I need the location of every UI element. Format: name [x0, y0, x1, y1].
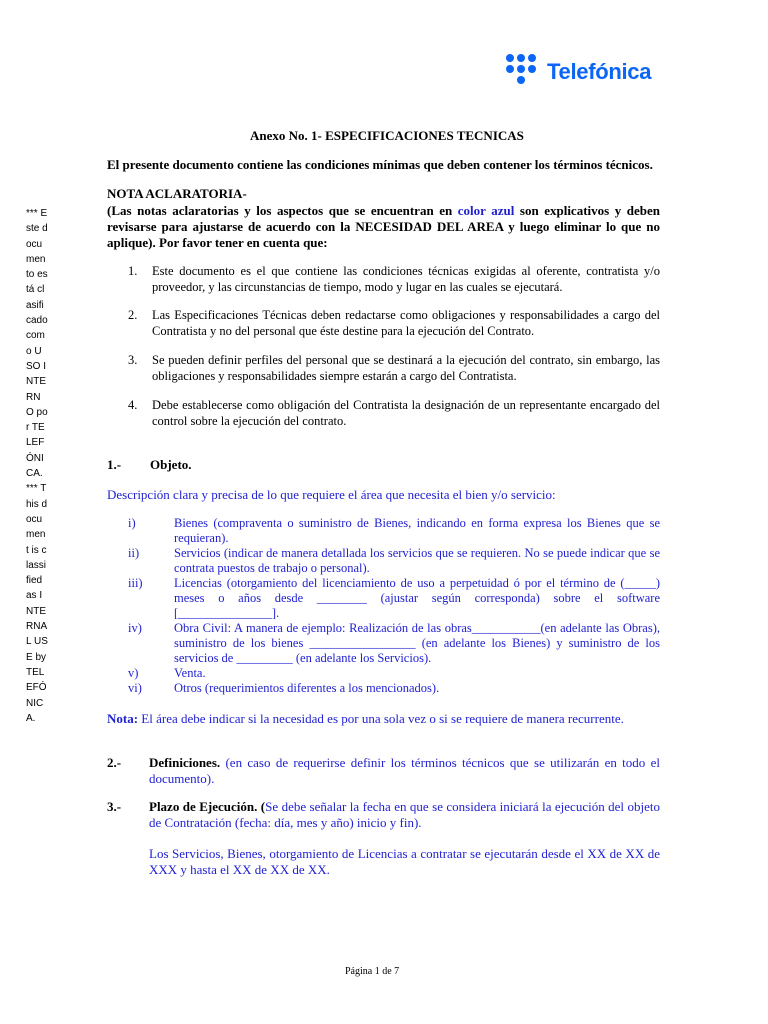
item-text: Licencias (otorgamiento del licenciamiento de uso a perpetuidad ó por el término de (_____) meses o años desde ________ (ajustar según corresponda) sobre el software [_______________].	[174, 576, 660, 620]
section-3-text	[149, 799, 660, 831]
nota-blue-text: color azul	[457, 203, 515, 218]
telefonica-dots-icon	[505, 53, 543, 91]
nota-paragraph	[107, 203, 660, 251]
classification-sidebar: *** Este documento está clasificado como USO INTERNO por TELEFÓNICA. *** This document is classified as INTERNAL USE by TELEFÓNICA.	[26, 208, 48, 724]
list-item	[128, 352, 660, 384]
roman-number: vi)	[128, 681, 142, 695]
list-number: 3.	[128, 353, 138, 367]
section-title: Objeto.	[150, 457, 192, 472]
list-item	[128, 621, 660, 666]
item-text: Venta.	[174, 666, 206, 680]
item-text: Servicios (indicar de manera detallada los servicios que se requieren. No se puede indicar que se contrata puestos de trabajo o personal).	[174, 546, 660, 575]
intro-text: El presente documento contiene las condiciones mínimas que deben contener los términos técnicos.	[107, 157, 653, 172]
nota-text-after: son explicativos y deben revisarse para ajustarse de acuerdo con la NECESIDAD DEL AREA y luego eliminar lo que no aplique). Por favor tener en cuenta que:	[107, 203, 661, 250]
section-2	[107, 755, 660, 787]
section-3-body: Se debe señalar la fecha en que se considera iniciará la ejecución del objeto de Contratación (fecha: día, mes y año) inicio y fin).	[149, 799, 660, 830]
section-1-note	[107, 711, 667, 727]
list-item	[128, 666, 660, 681]
nota-heading: NOTA ACLARATORIA-	[107, 186, 247, 201]
item-text: Bienes (compraventa o suministro de Bienes, indicando en forma expresa los Bienes que se requieran).	[174, 516, 660, 545]
section-2-text	[149, 755, 660, 787]
list-item	[128, 546, 660, 576]
list-item	[128, 397, 660, 429]
roman-number: v)	[128, 666, 139, 680]
logo-wordmark: Telefónica	[547, 59, 652, 84]
list-text: Debe establecerse como obligación del Contratista la designación de un representante encargado del control sobre la ejecución del contrato.	[152, 398, 660, 428]
section-1-description: Descripción clara y precisa de lo que requiere el área que necesita el bien y/o servicio:	[107, 487, 556, 502]
item-text: Otros (requerimientos diferentes a los mencionados).	[174, 681, 440, 695]
list-item	[128, 576, 660, 621]
section-3	[107, 799, 660, 831]
roman-number: i)	[128, 516, 136, 530]
list-text: Se pueden definir perfiles del personal que se destinará a la ejecución del contrato, sin embargo, las obligaciones y responsabilidades siempre estarán a cargo del Contratista.	[152, 353, 660, 383]
section-title: Plazo de Ejecución.	[149, 799, 258, 814]
roman-number: ii)	[128, 546, 140, 560]
item-text: Obra Civil: A manera de ejemplo: Realización de las obras___________(en adelante las Obras), suministro de los bienes _________________ (en adelante los Bienes) y suministro de los servicios de _________ (en adelante los Servicios).	[174, 621, 660, 665]
telefonica-logo	[505, 53, 665, 93]
section-number: 2.-	[107, 755, 122, 770]
page-footer: Página 1 de 7	[345, 966, 400, 977]
note-text: El área debe indicar si la necesidad es por una sola vez o si se requiere de manera recurrente.	[138, 711, 624, 726]
list-item	[128, 681, 660, 696]
section-number: 1.-	[107, 457, 122, 472]
nota-text: (Las notas aclaratorias y los aspectos que se encuentran en	[107, 203, 458, 218]
section-title: Definiciones.	[149, 755, 221, 770]
list-text: Este documento es el que contiene las condiciones técnicas exigidas al oferente, contratista y/o proveedor, y las circunstancias de tiempo, modo y lugar en las cuales se ejecutará.	[152, 264, 660, 294]
document-title: Anexo No. 1- ESPECIFICACIONES TECNICAS	[250, 128, 524, 143]
roman-number: iii)	[128, 576, 143, 590]
list-number: 1.	[128, 264, 138, 278]
list-number: 4.	[128, 398, 138, 412]
section-3-paren: (	[257, 799, 266, 814]
section-3-paragraph: Los Servicios, Bienes, otorgamiento de Licencias a contratar se ejecutarán desde el XX de XX de XXX y hasta el XX de XX de XX.	[149, 846, 660, 877]
section-number: 3.-	[107, 799, 122, 814]
roman-number: iv)	[128, 621, 142, 635]
list-item	[128, 516, 660, 546]
list-item	[128, 263, 660, 295]
section-2-body: (en caso de requerirse definir los términos técnicos que se utilizarán en todo el documento).	[149, 755, 660, 786]
list-number: 2.	[128, 308, 138, 322]
note-label: Nota:	[107, 711, 139, 726]
list-text: Las Especificaciones Técnicas deben redactarse como obligaciones y responsabilidades a cargo del Contratista y no del personal que éste destine para la ejecución del Contrato.	[152, 308, 660, 338]
list-item	[128, 307, 660, 339]
